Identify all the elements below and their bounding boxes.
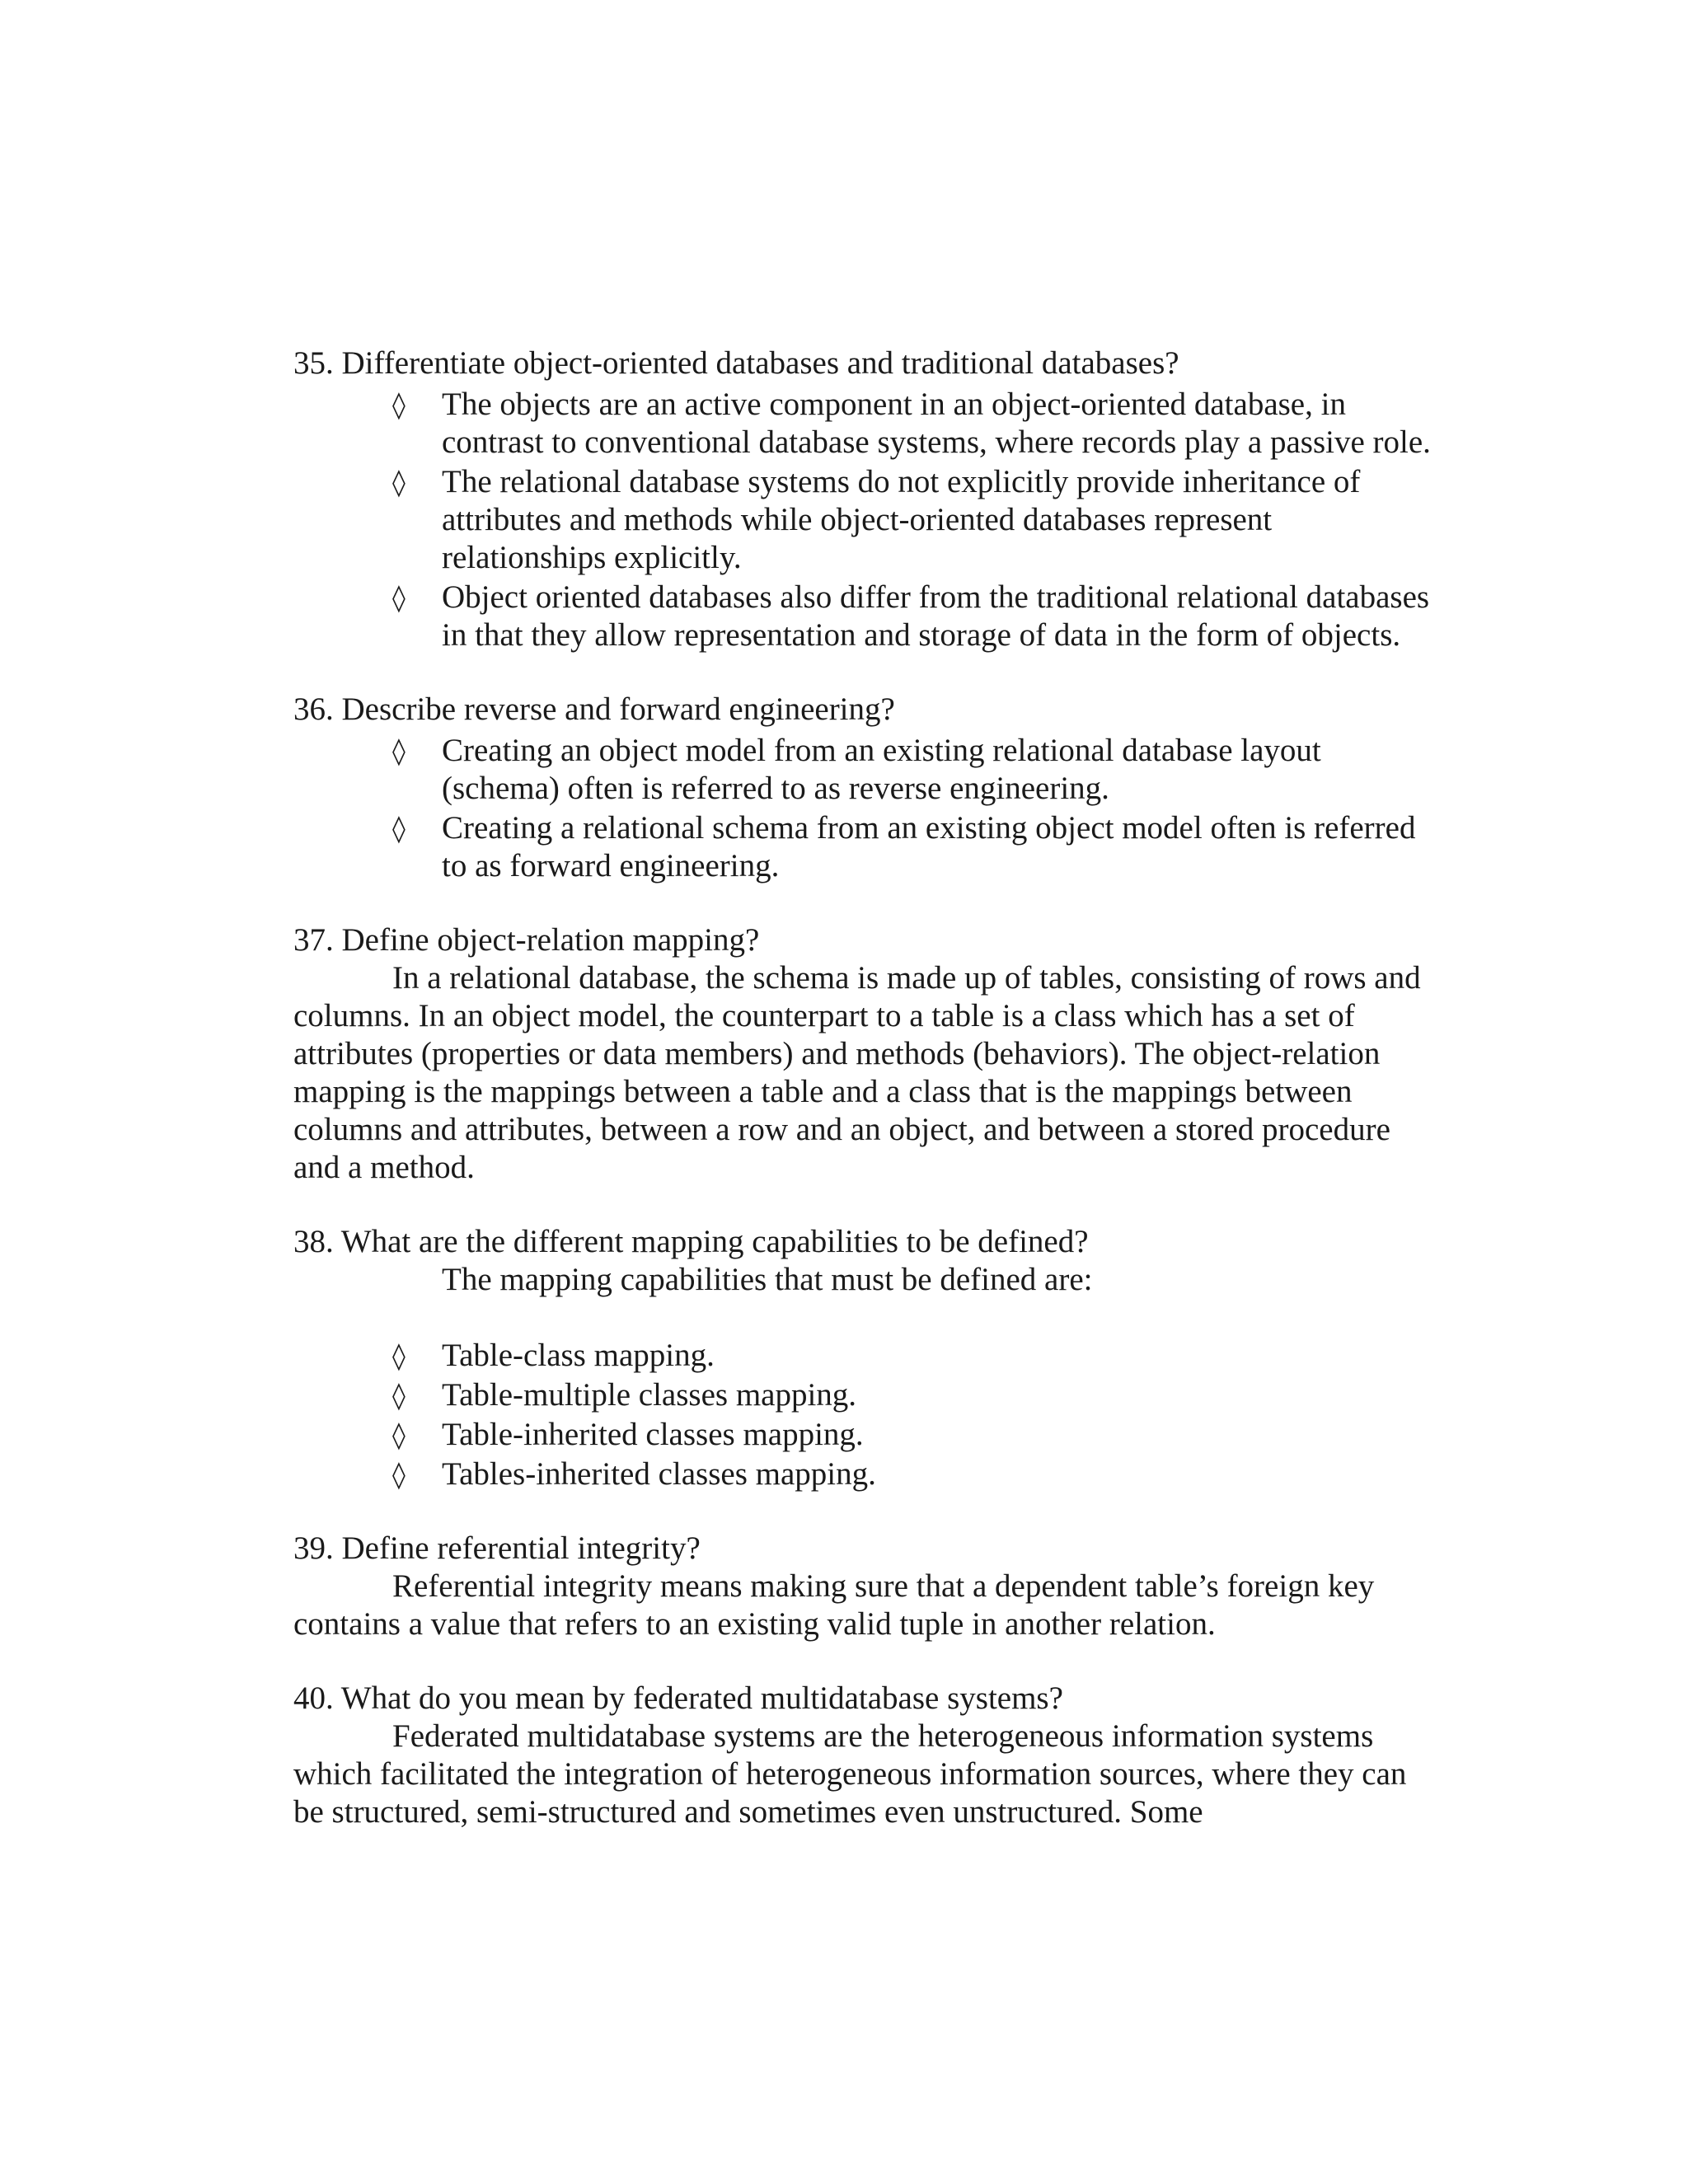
bullet-item — [392, 579, 1431, 654]
diamond-bullet-icon: ◊ — [392, 1340, 406, 1371]
diamond-bullet-icon: ◊ — [392, 1459, 406, 1490]
question-heading: 38. What are the different mapping capabilities to be defined? — [293, 1224, 1089, 1259]
diamond-bullet-icon: ◊ — [392, 1380, 406, 1411]
question-39 — [293, 1530, 1431, 1643]
question-37 — [293, 921, 1431, 1187]
diamond-bullet-icon: ◊ — [392, 466, 406, 498]
bullet-text: Creating a relational schema from an existing object model often is referred to as forward engineering. — [442, 810, 1416, 883]
question-35 — [293, 344, 1431, 654]
question-heading: 39. Define referential integrity? — [293, 1530, 701, 1566]
diamond-bullet-icon: ◊ — [392, 735, 406, 766]
bullet-text: Table-multiple classes mapping. — [442, 1377, 857, 1413]
bullet-text: The objects are an active component in an object-oriented database, in contrast to conventional database systems, where records play a passive role. — [442, 387, 1431, 460]
bullet-text: Table-class mapping. — [442, 1338, 715, 1373]
diamond-bullet-icon: ◊ — [392, 582, 406, 613]
bullet-list — [293, 732, 1431, 885]
bullet-text: Table-inherited classes mapping. — [442, 1417, 864, 1452]
bullet-list — [293, 1337, 1431, 1493]
bullet-list — [293, 386, 1431, 654]
answer-paragraph: Referential integrity means making sure that a dependent table’s foreign key contains a value that refers to an existing valid tuple in another relation. — [293, 1568, 1375, 1642]
question-heading: 35. Differentiate object-oriented databases and traditional databases? — [293, 345, 1179, 381]
diamond-bullet-icon: ◊ — [392, 1419, 406, 1451]
bullet-text: Creating an object model from an existing relational database layout (schema) often is referred to as reverse engineering. — [442, 733, 1321, 806]
bullet-item — [392, 809, 1431, 885]
answer-paragraph: Federated multidatabase systems are the heterogeneous information systems which facilitated the integration of heterogeneous information sources, where they can be structured, semi-structured and sometimes even unstructured. Some — [293, 1718, 1407, 1830]
bullet-item — [392, 386, 1431, 462]
document-page — [293, 344, 1431, 1868]
bullet-text: The relational database systems do not explicitly provide inheritance of attributes and methods while object-oriented databases represent relationships explicitly. — [442, 464, 1361, 575]
question-38 — [293, 1223, 1431, 1493]
bullet-item — [392, 1455, 1431, 1493]
question-heading: 36. Describe reverse and forward engineering? — [293, 691, 895, 727]
answer-paragraph: In a relational database, the schema is made up of tables, consisting of rows and columns. In an object model, the counterpart to a table is a class which has a set of attributes (properties or data members) and methods (behaviors). The object-relation mapping is the mappings between a table and a class that is the mappings between columns and attributes, between a row and an object, and between a stored procedure and a method. — [293, 960, 1421, 1185]
bullet-item — [392, 732, 1431, 808]
question-36 — [293, 691, 1431, 885]
question-heading: 40. What do you mean by federated multidatabase systems? — [293, 1680, 1063, 1716]
diamond-bullet-icon: ◊ — [392, 813, 406, 844]
bullet-item — [392, 1337, 1431, 1375]
question-heading: 37. Define object-relation mapping? — [293, 922, 760, 958]
question-40 — [293, 1680, 1431, 1831]
answer-intro: The mapping capabilities that must be defined are: — [442, 1262, 1093, 1297]
bullet-text: Tables-inherited classes mapping. — [442, 1456, 876, 1492]
diamond-bullet-icon: ◊ — [392, 389, 406, 420]
bullet-text: Object oriented databases also differ from the traditional relational databases in that they allow representation and storage of data in the form of objects. — [442, 579, 1430, 653]
bullet-item — [392, 463, 1431, 577]
bullet-item — [392, 1416, 1431, 1454]
bullet-item — [392, 1376, 1431, 1414]
